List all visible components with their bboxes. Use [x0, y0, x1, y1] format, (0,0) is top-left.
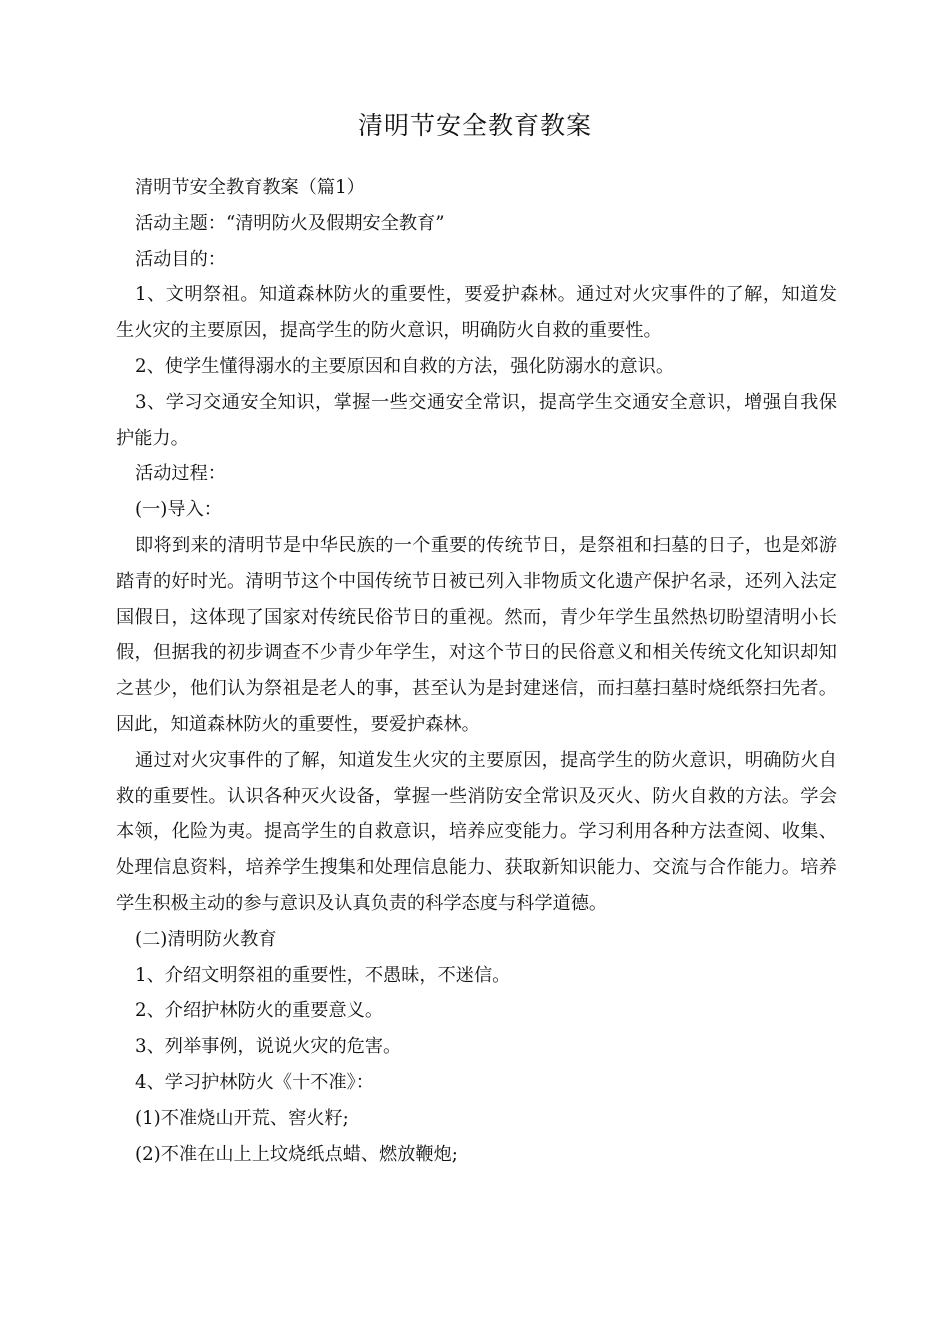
paragraph-goal-3: 3、学习交通安全知识，掌握一些交通安全常识，提高学生交通安全意识，增强自我保护能力。 — [116, 391, 837, 449]
paragraph-activity-goals-heading: 活动目的： — [135, 248, 226, 270]
paragraph-intro-body: 即将到来的清明节是中华民族的一个重要的传统节日，是祭祖和扫墓的日子，也是郊游踏青的好时光。清明节这个中国传统节日被已列入非物质文化遗产保护名录，还列入法定国假日，这体现了国家对传统民俗节日的重视。然而，青少年学生虽然热切盼望清明小长假，但据我的初步调查不少青少年学生，对这个节日的民俗意义和相关传统文化知识却知之甚少，他们认为祭祖是老人的事，甚至认为是封建迷信，而扫墓扫墓时烧纸祭扫先者。因此，知道森林防火的重要性，要爱护森林。 — [116, 534, 837, 735]
paragraph-lesson-heading: 清明节安全教育教案（篇1） — [135, 177, 365, 198]
paragraph-activity-theme: 活动主题：“清明防火及假期安全教育” — [135, 212, 445, 234]
paragraph-section-fire-education-heading: (二)清明防火教育 — [135, 928, 277, 950]
paragraph-fire-awareness-body: 通过对火灾事件的了解，知道发生火灾的主要原因，提高学生的防火意识，明确防火自救的重要性。认识各种灭火设备，掌握一些消防安全常识及灭火、防火自救的方法。学会本领，化险为夷。提高学生的自救意识，培养应变能力。学习利用各种方法查阅、收集、处理信息资料，培养学生搜集和处理信息能力、获取新知识能力、交流与合作能力。培养学生积极主动的参与意识及认真负责的科学态度与科学道德。 — [116, 749, 837, 914]
paragraph-item-1: 1、介绍文明祭祖的重要性，不愚昧，不迷信。 — [135, 964, 511, 986]
paragraph-activity-process-heading: 活动过程： — [135, 463, 226, 485]
paragraph-goal-2: 2、使学生懂得溺水的主要原因和自救的方法，强化防溺水的意识。 — [135, 355, 675, 377]
paragraph-goal-1: 1、文明祭祖。知道森林防火的重要性，要爱护森林。通过对火灾事件的了解，知道发生火灾的主要原因，提高学生的防火意识，明确防火自救的重要性。 — [116, 284, 837, 342]
paragraph-item-2: 2、介绍护林防火的重要意义。 — [135, 1000, 384, 1022]
paragraph-rule-2: (2)不准在山上上坟烧纸点蜡、燃放鞭炮; — [135, 1143, 458, 1165]
paragraph-section-intro-heading: (一)导入： — [135, 499, 222, 521]
paragraph-item-4: 4、学习护林防火《十不准》： — [135, 1071, 374, 1093]
document-body — [116, 170, 837, 1172]
paragraph-item-3: 3、列举事例，说说火灾的危害。 — [135, 1036, 402, 1058]
document-title: 清明节安全教育教案 — [357, 111, 592, 140]
paragraph-rule-1: (1)不准烧山开荒、窖火籽; — [135, 1107, 349, 1129]
